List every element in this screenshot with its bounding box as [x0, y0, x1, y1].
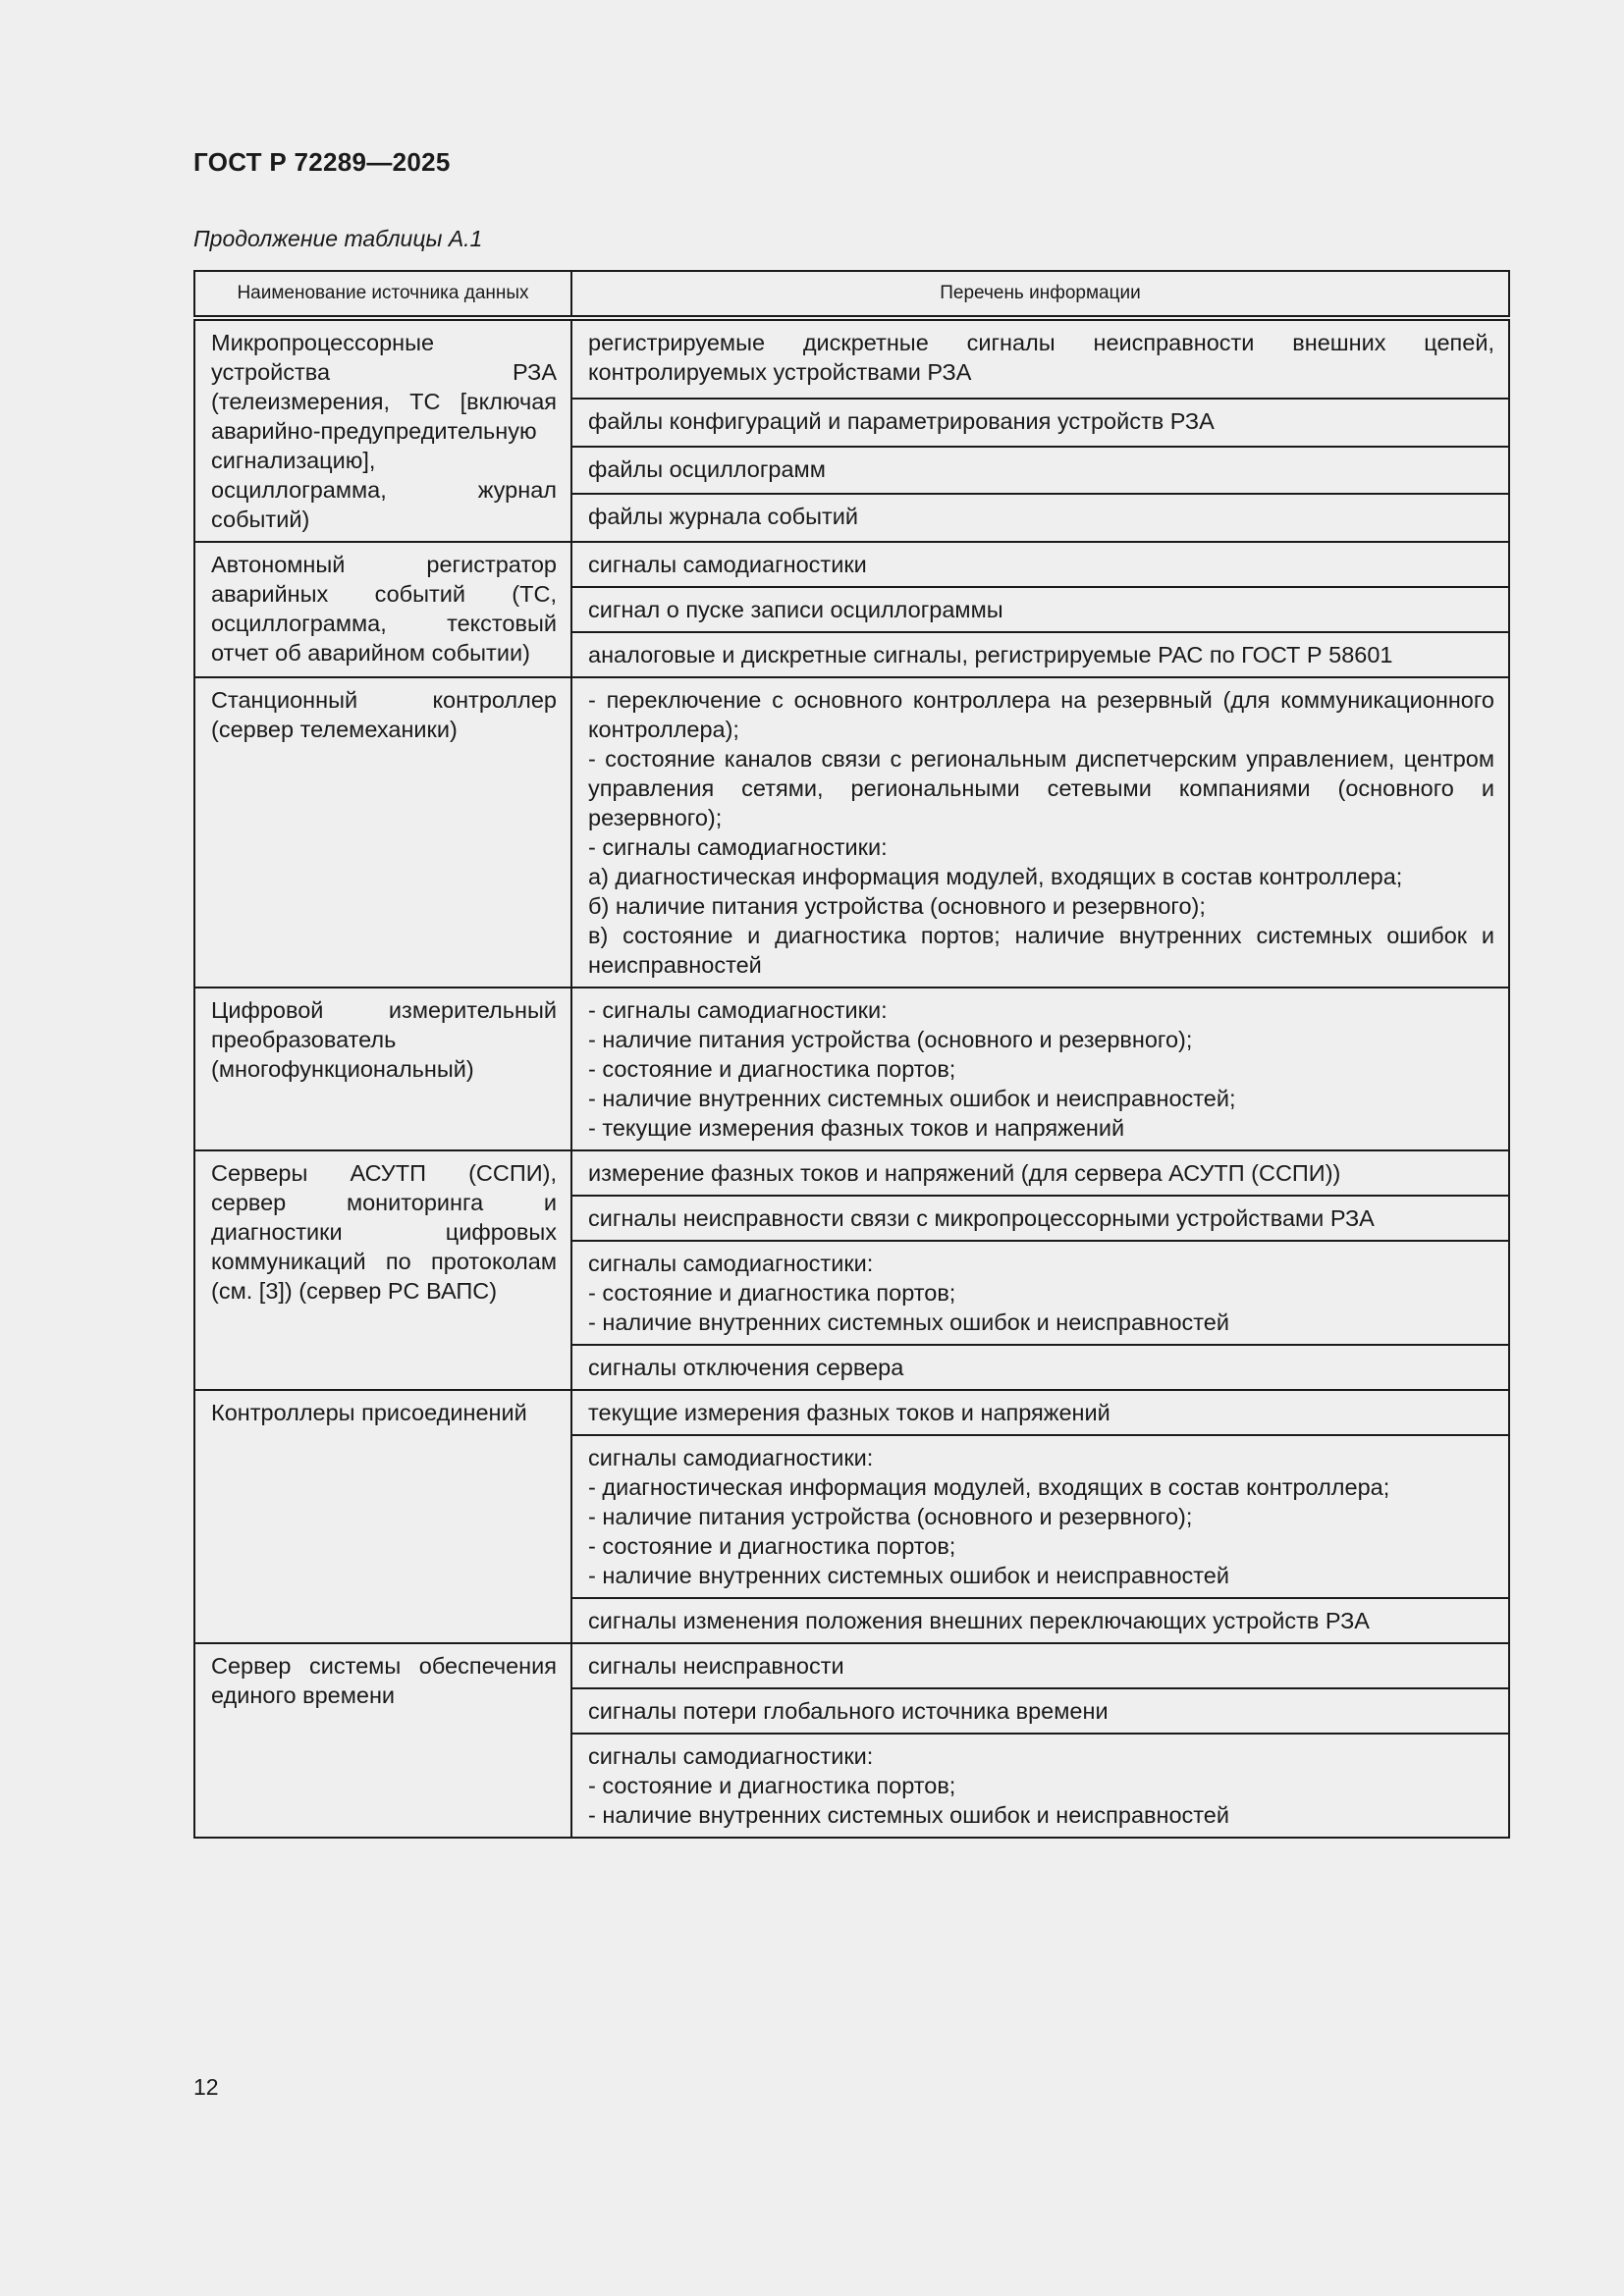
document-code: ГОСТ Р 72289—2025: [193, 147, 451, 177]
table-row: [194, 1390, 1509, 1435]
info-cell: [571, 399, 1509, 447]
info-cell: [571, 447, 1509, 495]
info-cell: [571, 587, 1509, 632]
table-row: [194, 1150, 1509, 1196]
info-line: - наличие питания устройства (основного и резервного);: [588, 1504, 1193, 1529]
info-line: сигналы самодиагностики:: [588, 1743, 874, 1769]
info-line: - наличие внутренних системных ошибок и неисправностей: [588, 1309, 1229, 1335]
info-cell: [571, 1345, 1509, 1390]
source-name-cell: Цифровой измерительный преобразователь (многофункциональный): [194, 988, 571, 1150]
info-cell: [571, 1196, 1509, 1241]
column-header-source: Наименование источника данных: [194, 271, 571, 318]
info-line: в) состояние и диагностика портов; наличие внутренних системных ошибок и неисправностей: [588, 923, 1494, 978]
table-row: [194, 988, 1509, 1150]
info-line: файлы конфигураций и параметрирования устройств РЗА: [588, 408, 1215, 435]
info-line: - состояние каналов связи с региональным диспетчерским управлением, центром управления сетями, региональными сетевыми компаниями (основного и резервного);: [588, 746, 1494, 830]
info-line: а) диагностическая информация модулей, входящих в состав контроллера;: [588, 864, 1403, 889]
info-line: - наличие внутренних системных ошибок и неисправностей: [588, 1802, 1229, 1828]
data-sources-table: [193, 270, 1510, 1839]
info-line: - переключение с основного контроллера на резервный (для коммуникационного контроллера);: [588, 687, 1494, 742]
info-cell: [571, 494, 1509, 542]
info-cell: [571, 1598, 1509, 1643]
info-line: - состояние и диагностика портов;: [588, 1533, 956, 1559]
info-line: сигналы неисправности связи с микропроцессорными устройствами РЗА: [588, 1205, 1375, 1231]
table-row: [194, 542, 1509, 587]
info-line: сигналы самодиагностики: [588, 552, 867, 577]
source-name-cell: Автономный регистратор аварийных событий (ТС, осциллограмма, текстовый отчет об аварийном событии): [194, 542, 571, 677]
source-name-cell: Станционный контроллер (сервер телемеханики): [194, 677, 571, 988]
info-cell: [571, 1643, 1509, 1688]
info-cell: [571, 632, 1509, 677]
column-header-info: Перечень информации: [571, 271, 1509, 318]
info-cell: [571, 988, 1509, 1150]
info-line: - состояние и диагностика портов;: [588, 1056, 956, 1082]
info-line: - текущие измерения фазных токов и напряжений: [588, 1115, 1125, 1141]
info-cell: [571, 1241, 1509, 1345]
info-line: сигналы самодиагностики:: [588, 1445, 874, 1470]
info-line: б) наличие питания устройства (основного и резервного);: [588, 893, 1206, 919]
info-line: сигналы отключения сервера: [588, 1355, 904, 1380]
info-cell: [571, 1390, 1509, 1435]
info-line: текущие измерения фазных токов и напряжений: [588, 1400, 1110, 1425]
table-row: [194, 677, 1509, 988]
table-header-row: [194, 271, 1509, 318]
info-line: сигнал о пуске записи осциллограммы: [588, 597, 1003, 622]
info-cell: [571, 1734, 1509, 1838]
source-name-cell: Серверы АСУТП (ССПИ), сервер мониторинга и диагностики цифровых коммуникаций по протоколам (см. [3]) (сервер PC ВАПС): [194, 1150, 571, 1390]
table-row: [194, 1643, 1509, 1688]
page-number: 12: [193, 2074, 219, 2100]
info-line: файлы осциллограмм: [588, 455, 826, 482]
info-cell: [571, 677, 1509, 988]
info-cell: [571, 318, 1509, 399]
info-line: сигналы самодиагностики:: [588, 1251, 874, 1276]
info-line: - наличие внутренних системных ошибок и неисправностей;: [588, 1086, 1236, 1111]
info-cell: [571, 1435, 1509, 1598]
info-line: измерение фазных токов и напряжений (для сервера АСУТП (ССПИ)): [588, 1160, 1341, 1186]
source-name-cell: Микропроцессорные устройства РЗА (телеизмерения, ТС [включая аварийно-предупредительную сигнализацию], осциллограмма, журнал событий): [194, 318, 571, 542]
table-body: [194, 318, 1509, 1838]
table-row: [194, 318, 1509, 399]
info-cell: [571, 1150, 1509, 1196]
info-line: регистрируемые дискретные сигналы неисправности внешних цепей, контролируемых устройствами РЗА: [588, 330, 1494, 385]
info-line: - состояние и диагностика портов;: [588, 1773, 956, 1798]
info-cell: [571, 1688, 1509, 1734]
info-line: - сигналы самодиагностики:: [588, 834, 888, 860]
info-line: файлы журнала событий: [588, 504, 859, 530]
info-line: сигналы потери глобального источника времени: [588, 1698, 1109, 1724]
info-line: сигналы изменения положения внешних переключающих устройств РЗА: [588, 1608, 1370, 1633]
source-name-cell: Контроллеры присоединений: [194, 1390, 571, 1643]
info-line: - наличие внутренних системных ошибок и неисправностей: [588, 1563, 1229, 1588]
table-caption: Продолжение таблицы А.1: [193, 226, 483, 251]
info-cell: [571, 542, 1509, 587]
info-line: - диагностическая информация модулей, входящих в состав контроллера;: [588, 1474, 1390, 1500]
info-line: - наличие питания устройства (основного и резервного);: [588, 1027, 1193, 1052]
info-line: сигналы неисправности: [588, 1653, 844, 1679]
info-line: аналоговые и дискретные сигналы, регистрируемые РАС по ГОСТ Р 58601: [588, 642, 1393, 667]
source-name-cell: Сервер системы обеспечения единого времени: [194, 1643, 571, 1838]
info-line: - состояние и диагностика портов;: [588, 1280, 956, 1306]
info-line: - сигналы самодиагностики:: [588, 997, 888, 1023]
